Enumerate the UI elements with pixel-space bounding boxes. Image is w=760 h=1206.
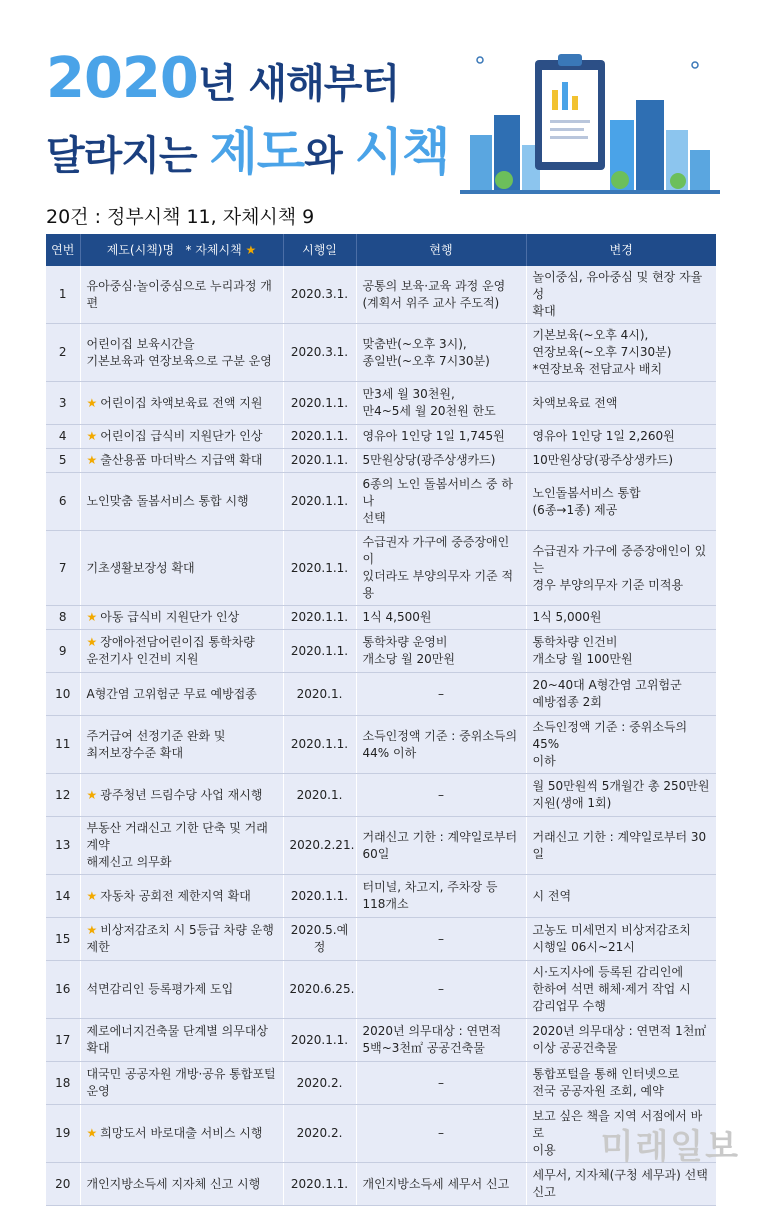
row-number-text: 6 xyxy=(58,494,67,508)
policy-name xyxy=(80,630,283,673)
title-year: 2020 xyxy=(46,46,198,111)
star-icon: ★ xyxy=(86,787,98,802)
header-name-label: 제도(시책)명 xyxy=(106,242,175,257)
table-row xyxy=(46,324,716,382)
policy-name-text: 어린이집 급식비 지원단가 인상 xyxy=(100,429,263,443)
star-icon: ★ xyxy=(86,1126,98,1140)
policy-name xyxy=(80,961,283,1019)
star-icon: ★ xyxy=(86,923,98,937)
policy-name xyxy=(80,382,283,425)
table-row xyxy=(46,817,716,875)
current-policy xyxy=(356,382,526,425)
changed-policy-text: 세무서, 지자체(구청 세무과) 선택 신고 xyxy=(532,1168,708,1199)
changed-policy xyxy=(526,266,716,324)
current-policy xyxy=(356,817,526,875)
changed-policy-text: 시 전역 xyxy=(532,888,572,903)
effective-date-text: 2020.3.1. xyxy=(290,287,349,301)
current-policy xyxy=(356,875,526,918)
table-header-row xyxy=(46,234,716,266)
row-number xyxy=(46,774,80,817)
effective-date-text: 2020.3.1. xyxy=(290,345,349,359)
table-row xyxy=(46,875,716,918)
row-number xyxy=(46,1062,80,1105)
changed-policy-text: 놀이중심, 유아중심 및 현장 자율성 확대 xyxy=(532,270,703,318)
changed-policy-text: 시·도지사에 등록된 감리인에 한하여 석면 해체·제거 작업 시 감리업무 수행 xyxy=(532,965,691,1013)
title-line2-a: 달라지는 xyxy=(46,133,210,179)
row-number-text: 11 xyxy=(55,737,71,751)
table-row xyxy=(46,716,716,774)
current-policy-text: – xyxy=(438,1075,444,1090)
changed-policy-text: 20~40대 A형간염 고위험군 예방접종 2회 xyxy=(532,678,682,709)
current-policy xyxy=(356,1105,526,1163)
policy-name xyxy=(80,531,283,606)
effective-date-text: 2020.1.1. xyxy=(290,429,349,443)
header-current: 현행 xyxy=(356,234,526,266)
row-number-text: 3 xyxy=(58,395,67,410)
row-number xyxy=(46,961,80,1019)
header-no: 연번 xyxy=(46,234,80,266)
changed-policy xyxy=(526,774,716,817)
table-row xyxy=(46,1163,716,1206)
policy-name-text: 유아중심·놀이중심으로 누리과정 개편 xyxy=(86,278,272,310)
title-line2-c: 와 xyxy=(304,133,355,179)
current-policy xyxy=(356,324,526,382)
table-row xyxy=(46,961,716,1019)
table-row xyxy=(46,1019,716,1062)
changed-policy xyxy=(526,673,716,716)
star-icon: ★ xyxy=(86,635,98,649)
current-policy-text: – xyxy=(438,982,444,996)
changed-policy xyxy=(526,1019,716,1062)
changed-policy-text: 거래신고 기한 : 계약일로부터 30일 xyxy=(532,829,707,861)
changed-policy xyxy=(526,425,716,449)
table-row xyxy=(46,382,716,425)
effective-date-text: 2020.1. xyxy=(296,686,343,701)
header-change: 변경 xyxy=(526,234,716,266)
current-policy-text: 1식 4,500원 xyxy=(362,610,432,624)
effective-date-text: 2020.1.1. xyxy=(290,1032,349,1047)
policy-name xyxy=(80,1105,283,1163)
current-policy-text: 수급권자 가구에 중증장애인이 있더라도 부양의무자 기준 적용 xyxy=(362,535,514,600)
changed-policy xyxy=(526,1062,716,1105)
table-row xyxy=(46,774,716,817)
policy-name xyxy=(80,473,283,531)
changed-policy xyxy=(526,716,716,774)
policy-name-text: 개인지방소득세 지자체 신고 시행 xyxy=(86,1176,261,1191)
table-row xyxy=(46,606,716,630)
current-policy xyxy=(356,961,526,1019)
policy-name-text: 석면감리인 등록평가제 도입 xyxy=(86,982,234,996)
policy-name xyxy=(80,449,283,473)
current-policy xyxy=(356,1019,526,1062)
row-number-text: 8 xyxy=(58,610,67,624)
effective-date xyxy=(283,606,356,630)
changed-policy-text: 소득인정액 기준 : 중위소득의 45% 이하 xyxy=(532,720,688,768)
row-number-text: 19 xyxy=(55,1126,71,1140)
effective-date xyxy=(283,918,356,961)
changed-policy-text: 노인돌봄서비스 통합 (6종→1종) 제공 xyxy=(532,485,641,517)
table-row xyxy=(46,266,716,324)
row-number-text: 20 xyxy=(55,1176,71,1191)
changed-policy xyxy=(526,382,716,425)
effective-date-text: 2020.2. xyxy=(296,1075,343,1090)
row-number xyxy=(46,817,80,875)
title-line2-b: 제도 xyxy=(209,123,305,181)
current-policy-text: 5만원상당(광주상생카드) xyxy=(362,453,496,467)
row-number-text: 16 xyxy=(55,982,71,996)
current-policy-text: 통학차량 운영비 개소당 월 20만원 xyxy=(362,635,455,666)
table-row xyxy=(46,425,716,449)
current-policy-text: 맞춤반(~오후 3시), 종일반(~오후 7시30분) xyxy=(362,336,490,368)
effective-date-text: 2020.1.1. xyxy=(290,494,349,508)
changed-policy-text: 2020년 의무대상 : 연면적 1천㎡ 이상 공공건축물 xyxy=(532,1024,707,1055)
star-icon: ★ xyxy=(86,395,98,410)
star-icon: ★ xyxy=(86,429,98,443)
changed-policy-text: 기본보육(~오후 4시), 연장보육(~오후 7시30분) *연장보육 전담교사 배치 xyxy=(532,328,672,376)
policy-table xyxy=(46,234,716,1206)
row-number xyxy=(46,918,80,961)
current-policy-text: 2020년 의무대상 : 연면적 5백~3천㎡ 공공건축물 xyxy=(362,1024,502,1055)
star-icon: ★ xyxy=(86,888,98,903)
watermark: 미래일보 xyxy=(600,1127,740,1167)
row-number xyxy=(46,425,80,449)
effective-date xyxy=(283,531,356,606)
effective-date-text: 2020.1.1. xyxy=(290,1176,349,1191)
policy-name xyxy=(80,673,283,716)
effective-date xyxy=(283,875,356,918)
policy-name-text: 희망도서 바로대출 서비스 시행 xyxy=(100,1126,263,1140)
row-number xyxy=(46,1019,80,1062)
policy-name-text: 출산용품 마더박스 지급액 확대 xyxy=(100,453,263,467)
policy-name xyxy=(80,1163,283,1206)
title-line-2 xyxy=(46,112,449,184)
changed-policy xyxy=(526,961,716,1019)
changed-policy-text: 10만원상당(광주상생카드) xyxy=(532,453,674,467)
effective-date xyxy=(283,1019,356,1062)
effective-date xyxy=(283,673,356,716)
policy-name xyxy=(80,774,283,817)
current-policy-text: 개인지방소득세 세무서 신고 xyxy=(362,1176,510,1191)
changed-policy xyxy=(526,473,716,531)
changed-policy xyxy=(526,531,716,606)
current-policy xyxy=(356,266,526,324)
changed-policy xyxy=(526,324,716,382)
current-policy xyxy=(356,918,526,961)
row-number xyxy=(46,875,80,918)
changed-policy-text: 1식 5,000원 xyxy=(532,610,602,624)
current-policy-text: – xyxy=(438,1126,444,1140)
effective-date-text: 2020.1.1. xyxy=(290,395,349,410)
effective-date xyxy=(283,1105,356,1163)
row-number-text: 4 xyxy=(58,429,67,443)
current-policy-text: 영유아 1인당 1일 1,745원 xyxy=(362,429,505,443)
row-number xyxy=(46,1163,80,1206)
row-number-text: 12 xyxy=(55,787,71,802)
row-number-text: 14 xyxy=(55,888,71,903)
policy-name xyxy=(80,918,283,961)
title-line2-d: 시책 xyxy=(354,123,450,181)
policy-name-text: 장애아전담어린이집 통학차량 운전기사 인건비 지원 xyxy=(86,635,255,666)
policy-name-text: 노인맞춤 돌봄서비스 통합 시행 xyxy=(86,494,249,508)
changed-policy xyxy=(526,449,716,473)
current-policy-text: – xyxy=(438,931,444,946)
effective-date-text: 2020.6.25. xyxy=(289,982,355,996)
policy-name-text: 대국민 공공자원 개방·공유 통합포털 운영 xyxy=(86,1067,276,1098)
title-line1-rest: 년 새해부터 xyxy=(197,61,399,107)
policy-name-text: 기초생활보장성 확대 xyxy=(86,560,195,575)
current-policy xyxy=(356,473,526,531)
city-clipboard-illustration xyxy=(460,40,720,200)
effective-date xyxy=(283,716,356,774)
effective-date xyxy=(283,425,356,449)
policy-name xyxy=(80,817,283,875)
row-number-text: 1 xyxy=(58,287,67,301)
star-icon: ★ xyxy=(86,610,98,624)
summary-text: 20건 : 정부시책 11, 자체시책 9 xyxy=(46,206,315,228)
star-icon: ★ xyxy=(245,242,257,257)
row-number xyxy=(46,673,80,716)
effective-date-text: 2020.1.1. xyxy=(290,560,349,575)
effective-date xyxy=(283,774,356,817)
policy-name xyxy=(80,266,283,324)
changed-policy-text: 통합포털을 통해 인터넷으로 전국 공공자원 조회, 예약 xyxy=(532,1067,680,1098)
policy-name-text: 아동 급식비 지원단가 인상 xyxy=(100,610,240,624)
row-number-text: 7 xyxy=(58,560,67,575)
row-number xyxy=(46,531,80,606)
changed-policy-text: 영유아 1인당 1일 2,260원 xyxy=(532,429,675,443)
policy-name xyxy=(80,716,283,774)
current-policy-text: 공통의 보육·교육 과정 운영 (계획서 위주 교사 주도적) xyxy=(362,278,506,310)
table-row xyxy=(46,449,716,473)
current-policy xyxy=(356,425,526,449)
policy-name xyxy=(80,606,283,630)
changed-policy xyxy=(526,606,716,630)
table-row xyxy=(46,473,716,531)
policy-name-text: 제로에너지건축물 단계별 의무대상 확대 xyxy=(86,1024,269,1055)
row-number xyxy=(46,630,80,673)
changed-policy-text: 차액보육료 전액 xyxy=(532,395,618,410)
policy-name xyxy=(80,324,283,382)
row-number xyxy=(46,382,80,425)
row-number-text: 5 xyxy=(58,453,67,467)
changed-policy xyxy=(526,1163,716,1206)
current-policy xyxy=(356,531,526,606)
row-number xyxy=(46,1105,80,1163)
row-number-text: 18 xyxy=(55,1075,71,1090)
policy-name-text: 광주청년 드림수당 사업 재시행 xyxy=(100,787,263,802)
changed-policy xyxy=(526,875,716,918)
effective-date-text: 2020.5.예정 xyxy=(290,923,349,954)
current-policy xyxy=(356,673,526,716)
changed-policy xyxy=(526,630,716,673)
table-row xyxy=(46,673,716,716)
changed-policy-text: 통학차량 인건비 개소당 월 100만원 xyxy=(532,635,633,666)
policy-name xyxy=(80,1019,283,1062)
policy-name-text: 어린이집 차액보육료 전액 지원 xyxy=(100,395,263,410)
changed-policy xyxy=(526,918,716,961)
current-policy xyxy=(356,1163,526,1206)
star-icon: ★ xyxy=(86,453,98,467)
table-row xyxy=(46,918,716,961)
row-number xyxy=(46,266,80,324)
current-policy xyxy=(356,606,526,630)
row-number-text: 9 xyxy=(58,643,67,658)
row-number xyxy=(46,324,80,382)
effective-date-text: 2020.1.1. xyxy=(290,643,349,658)
changed-policy-text: 월 50만원씩 5개월간 총 250만원 지원(생애 1회) xyxy=(532,779,710,810)
effective-date xyxy=(283,382,356,425)
effective-date xyxy=(283,473,356,531)
effective-date-text: 2020.2.21. xyxy=(289,838,355,852)
policy-name-text: 부동산 거래신고 기한 단축 및 거래계약 해제신고 의무화 xyxy=(86,821,268,869)
table-row xyxy=(46,531,716,606)
policy-name-text: 어린이집 보육시간을 기본보육과 연장보육으로 구분 운영 xyxy=(86,336,272,368)
effective-date-text: 2020.1.1. xyxy=(290,888,349,903)
current-policy xyxy=(356,774,526,817)
effective-date xyxy=(283,630,356,673)
row-number-text: 10 xyxy=(55,686,71,701)
current-policy xyxy=(356,630,526,673)
changed-policy xyxy=(526,817,716,875)
effective-date xyxy=(283,324,356,382)
row-number xyxy=(46,473,80,531)
current-policy-text: 터미널, 차고지, 주차장 등 118개소 xyxy=(362,880,498,911)
title-line-1 xyxy=(46,46,399,111)
row-number xyxy=(46,606,80,630)
effective-date-text: 2020.1.1. xyxy=(290,737,349,751)
effective-date-text: 2020.1.1. xyxy=(290,610,349,624)
policy-name xyxy=(80,1062,283,1105)
current-policy-text: – xyxy=(438,787,444,802)
current-policy-text: 만3세 월 30천원, 만4~5세 월 20천원 한도 xyxy=(362,387,496,418)
effective-date xyxy=(283,961,356,1019)
effective-date-text: 2020.1.1. xyxy=(290,453,349,467)
row-number xyxy=(46,716,80,774)
current-policy xyxy=(356,449,526,473)
current-policy-text: 소득인정액 기준 : 중위소득의 44% 이하 xyxy=(362,728,518,760)
changed-policy-text: 보고 싶은 책을 지역 서점에서 바로 이용 xyxy=(532,1109,703,1157)
effective-date xyxy=(283,449,356,473)
current-policy-text: 거래신고 기한 : 계약일로부터 60일 xyxy=(362,829,518,861)
row-number xyxy=(46,449,80,473)
policy-name-text: A형간염 고위험군 무료 예방접종 xyxy=(86,686,257,701)
effective-date-text: 2020.2. xyxy=(296,1126,343,1140)
row-number-text: 17 xyxy=(55,1032,71,1047)
current-policy xyxy=(356,716,526,774)
policy-name xyxy=(80,875,283,918)
effective-date xyxy=(283,817,356,875)
effective-date xyxy=(283,1163,356,1206)
policy-name xyxy=(80,425,283,449)
current-policy xyxy=(356,1062,526,1105)
table-row xyxy=(46,1062,716,1105)
policy-name-text: 주거급여 선정기준 완화 및 최저보장수준 확대 xyxy=(86,728,226,760)
changed-policy-text: 수급권자 가구에 중증장애인이 있는 경우 부양의무자 기준 미적용 xyxy=(532,543,707,592)
changed-policy-text: 고농도 미세먼지 비상저감조치 시행일 06시~21시 xyxy=(532,923,691,954)
policy-name-text: 자동차 공회전 제한지역 확대 xyxy=(100,888,251,903)
current-policy-text: – xyxy=(438,686,444,701)
table-row xyxy=(46,630,716,673)
effective-date xyxy=(283,1062,356,1105)
row-number-text: 15 xyxy=(55,931,71,946)
header-name xyxy=(80,234,283,266)
effective-date xyxy=(283,266,356,324)
current-policy-text: 6종의 노인 돌봄서비스 중 하나 선택 xyxy=(362,477,513,525)
row-number-text: 13 xyxy=(55,838,71,852)
effective-date-text: 2020.1. xyxy=(296,787,343,802)
policy-name-text: 비상저감조치 시 5등급 차량 운행 제한 xyxy=(86,923,274,954)
row-number-text: 2 xyxy=(58,345,67,359)
header-name-note: * 자체시책 xyxy=(185,242,242,257)
header-date: 시행일 xyxy=(283,234,356,266)
